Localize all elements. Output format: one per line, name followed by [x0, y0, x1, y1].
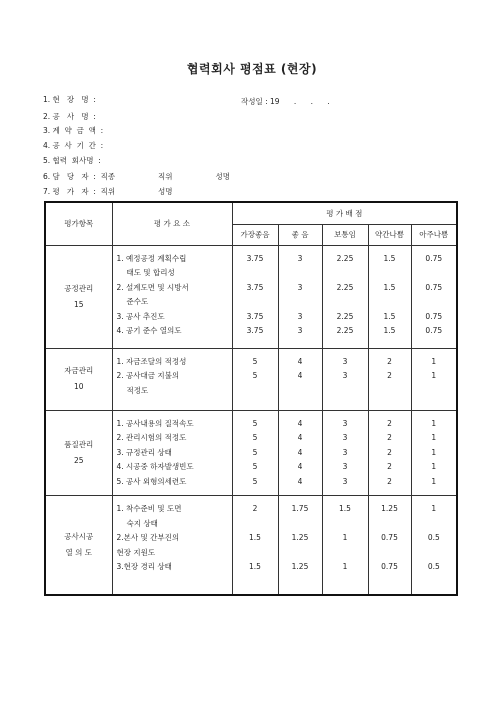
score-cell	[232, 496, 278, 595]
score-value	[233, 266, 278, 281]
header-evaluation-item: 평가항목	[45, 202, 112, 245]
info-evaluator: 7. 평 가 자 : 직위 성명	[43, 187, 173, 196]
score-value: 3.75	[246, 282, 264, 292]
element-line: 적정도	[126, 385, 149, 395]
element-line: 4. 공기 준수 열의도	[116, 326, 182, 335]
score-value: 0.5	[427, 533, 440, 542]
info-site-name: 1. 현 장 명 :	[43, 95, 96, 104]
score-value	[369, 546, 411, 561]
element-line: 1. 공사내용의 질적속도	[116, 418, 194, 428]
category-cell	[45, 410, 112, 496]
element-line: 5. 공사 외형의세련도	[116, 476, 187, 486]
score-cell	[232, 348, 278, 410]
score-value: 1.5	[383, 282, 396, 292]
score-cell	[232, 245, 278, 348]
score-value	[412, 266, 457, 281]
score-value	[233, 384, 278, 399]
score-value	[279, 546, 322, 561]
score-value: 1.75	[291, 504, 309, 513]
score-value: 1	[431, 462, 437, 471]
score-value: 4	[297, 418, 303, 428]
element-line: 준수도	[126, 297, 149, 306]
score-value	[279, 295, 322, 310]
category-name: 공정관리	[64, 283, 94, 293]
score-value: 3	[297, 311, 303, 321]
score-value: 1.5	[249, 562, 261, 571]
element-line: 2. 설계도면 및 시방서	[116, 282, 189, 292]
element-cell	[112, 348, 232, 410]
grade-best: 가장좋음	[232, 224, 278, 245]
score-cell	[411, 410, 457, 496]
element-line: 2. 공사대금 지불의	[116, 371, 180, 380]
score-value: 4	[297, 476, 303, 486]
category-name: 자금관리	[64, 366, 94, 375]
score-value: 0.75	[381, 562, 398, 571]
score-value: 2	[387, 476, 392, 486]
score-cell	[232, 410, 278, 496]
category-cell	[45, 496, 112, 595]
grade-average: 보통임	[322, 224, 368, 245]
score-value	[369, 295, 411, 310]
score-value	[233, 546, 278, 561]
element-line: 3. 규정관리 상태	[116, 447, 172, 457]
score-cell	[368, 245, 411, 348]
score-cell	[411, 496, 457, 595]
score-cell	[368, 348, 411, 410]
score-value	[369, 266, 411, 281]
score-value: 1	[431, 447, 437, 457]
score-value: 5	[252, 447, 258, 457]
category-name: 공사시공	[64, 531, 94, 541]
score-value: 0.75	[425, 253, 443, 263]
score-value: 5	[252, 356, 258, 366]
score-value: 4	[297, 447, 303, 457]
score-value: 0.5	[427, 562, 440, 571]
element-line: 태도 및 합리성	[126, 268, 175, 277]
element-line: 3.현장 경리 상태	[116, 562, 172, 571]
score-value	[323, 384, 368, 399]
score-value: 5	[252, 371, 258, 380]
grade-worst: 아주나쁨	[411, 224, 457, 245]
score-value: 2	[387, 447, 392, 457]
page-title: 협력회사 평점표 (현장)	[186, 62, 318, 76]
score-value: 1.25	[291, 562, 309, 571]
score-cell	[278, 245, 322, 348]
score-value	[279, 517, 322, 532]
info-partner-company: 5. 협력 회사명 :	[43, 156, 101, 165]
score-value	[323, 295, 368, 310]
score-value	[412, 295, 457, 310]
score-cell	[322, 245, 368, 348]
score-cell	[411, 348, 457, 410]
score-value: 5	[252, 462, 258, 471]
score-value: 3.75	[246, 253, 264, 263]
score-value: 3	[342, 433, 348, 442]
score-value: 5	[252, 418, 258, 428]
score-value: 1.5	[383, 326, 396, 335]
score-value: 4	[297, 462, 303, 471]
score-value: 1	[431, 476, 437, 486]
score-value: 0.75	[381, 533, 398, 542]
score-value: 1.25	[381, 504, 398, 513]
score-value: 1	[342, 533, 348, 542]
score-value: 2	[387, 418, 392, 428]
score-value: 3	[342, 356, 348, 366]
score-value: 0.75	[425, 326, 443, 335]
category-name: 품질관리	[64, 439, 94, 449]
score-value: 4	[297, 371, 303, 380]
score-cell	[411, 245, 457, 348]
score-value	[369, 517, 411, 532]
header-evaluation-element: 평 가 요 소	[112, 202, 232, 245]
score-value	[369, 384, 411, 399]
table-row	[45, 348, 457, 410]
table-row	[45, 410, 457, 496]
score-value: 4	[297, 356, 303, 366]
score-value: 3	[342, 476, 348, 486]
score-value	[279, 384, 322, 399]
element-line: 3. 공사 추진도	[116, 311, 165, 321]
score-value: 2	[252, 504, 258, 513]
score-value: 1	[431, 371, 437, 380]
score-value: 1.5	[339, 504, 351, 513]
score-value: 2	[387, 356, 392, 366]
score-cell	[322, 496, 368, 595]
score-value	[412, 546, 457, 561]
header-score: 평 가 배 점	[232, 202, 457, 224]
score-value: 1.5	[383, 311, 396, 321]
score-value: 3	[297, 326, 303, 335]
element-cell	[112, 496, 232, 595]
score-cell	[278, 496, 322, 595]
score-cell	[322, 410, 368, 496]
score-cell	[368, 410, 411, 496]
score-value: 3.75	[246, 311, 264, 321]
score-value: 4	[297, 433, 303, 442]
category-cell	[45, 348, 112, 410]
element-line: 4. 시공중 하자발생빈도	[116, 462, 194, 471]
score-cell	[368, 496, 411, 595]
score-value: 3	[297, 253, 303, 263]
score-value: 2	[387, 462, 392, 471]
score-value: 1	[431, 418, 437, 428]
score-value: 3	[342, 447, 348, 457]
score-value	[323, 266, 368, 281]
info-contract-amount: 3. 계 약 금 액 :	[43, 126, 104, 135]
score-value	[233, 517, 278, 532]
element-line: 2.본사 및 간부진의	[116, 533, 180, 542]
grade-poor: 약간나쁨	[368, 224, 411, 245]
score-value: 0.75	[425, 311, 443, 321]
score-cell	[278, 348, 322, 410]
score-value: 2.25	[336, 311, 354, 321]
info-construction-period: 4. 공 사 기 간 :	[43, 141, 104, 150]
score-value: 2	[387, 371, 392, 380]
element-line: 1. 착수준비 및 도면	[116, 504, 182, 513]
score-value	[412, 517, 457, 532]
score-value: 3	[342, 418, 348, 428]
score-value: 2.25	[336, 253, 354, 263]
score-value: 5	[252, 433, 258, 442]
score-value: 2.25	[336, 326, 354, 335]
score-value: 2	[387, 433, 392, 442]
score-value	[323, 546, 368, 561]
score-value: 0.75	[425, 282, 443, 292]
element-line: 1. 자금조달의 적정성	[116, 356, 187, 366]
score-value: 1	[431, 433, 437, 442]
evaluation-table	[44, 201, 458, 596]
score-value	[279, 266, 322, 281]
element-cell	[112, 410, 232, 496]
score-value	[412, 384, 457, 399]
category-points: 10	[73, 382, 84, 391]
category-cell	[45, 245, 112, 348]
table-row	[45, 245, 457, 348]
score-value: 3	[342, 462, 348, 471]
element-cell	[112, 245, 232, 348]
score-value: 1.5	[249, 533, 261, 542]
element-line: 현장 지원도	[116, 547, 156, 557]
score-value: 1	[431, 356, 437, 366]
info-project-name: 2. 공 사 명 :	[43, 112, 96, 121]
score-value: 3	[342, 371, 348, 380]
score-cell	[322, 348, 368, 410]
table-row	[45, 496, 457, 595]
element-line: 1. 예정공정 계획수립	[116, 253, 187, 263]
score-value: 5	[252, 476, 258, 486]
category-points: 25	[73, 455, 84, 465]
score-value: 2.25	[336, 282, 354, 292]
score-value: 3	[297, 282, 303, 292]
date-field: 작성일 : 19 . . .	[241, 97, 330, 106]
score-value: 1.25	[291, 533, 309, 542]
score-value: 3.75	[246, 326, 264, 335]
info-person-in-charge: 6. 담 당 자 : 직종 직위 성명	[43, 172, 230, 181]
category-points: 열 의 도	[65, 547, 92, 557]
score-value	[323, 517, 368, 532]
grade-good: 좋 음	[278, 224, 322, 245]
score-value: 1	[342, 562, 348, 571]
score-value	[233, 295, 278, 310]
score-cell	[278, 410, 322, 496]
element-line: 2. 관리시험의 적정도	[116, 433, 187, 442]
element-line: 숙지 상태	[126, 518, 158, 528]
score-value: 1.5	[383, 253, 396, 263]
score-value: 1	[431, 504, 437, 513]
category-points: 15	[73, 299, 84, 309]
